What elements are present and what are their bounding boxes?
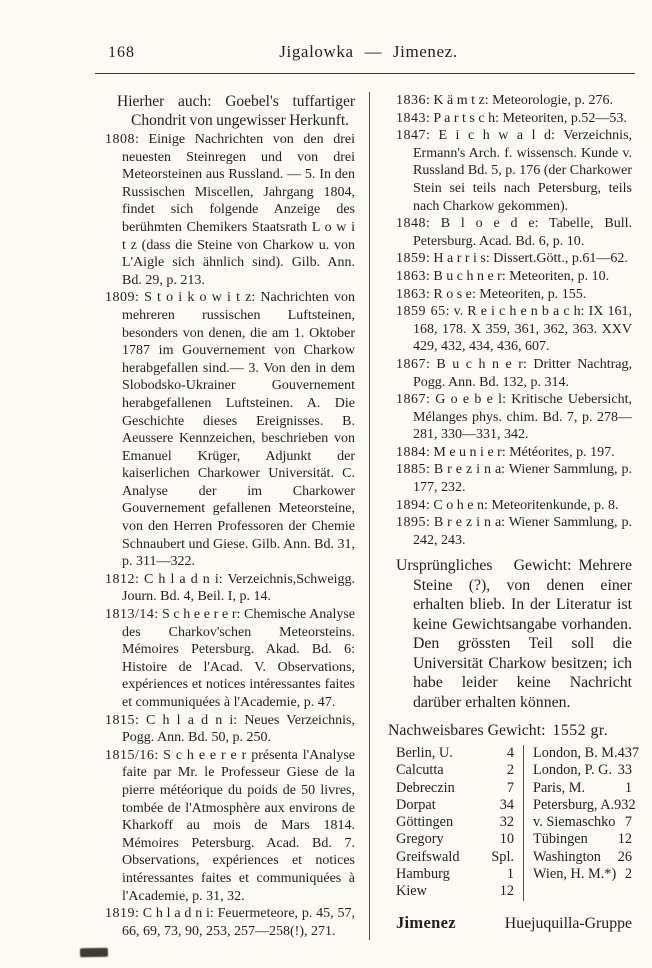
entry-year: 1885 — [396, 462, 426, 478]
place-name: London, P. G. — [533, 762, 613, 779]
entry-separator: : — [426, 128, 439, 144]
entry-separator: : — [426, 497, 434, 513]
entry-separator: : — [426, 216, 441, 232]
right-column — [388, 92, 640, 940]
bibliography-entry-1894 — [396, 497, 632, 515]
place-name: Petersburg, A. — [533, 796, 615, 813]
entry-separator: : — [426, 444, 434, 460]
weight-value: 7 — [506, 779, 514, 796]
weight-value: 4 — [506, 744, 514, 761]
entry-separator: : — [135, 712, 147, 728]
bibliography-entry-1813-14 — [105, 606, 355, 712]
entry-text: G o e b e l: Kritische Uebersicht, Mélanges phys. chim. Bd. 7, p. 278—281, 330—331, 342. — [413, 392, 633, 443]
place-name: Gregory — [396, 831, 444, 848]
weights-table-left — [396, 745, 524, 901]
entry-text: S c h e e r e r présenta l'Analyse faite par Mr. le Professeur Giese de la pierre météorique du poids de 50 livres, tombée de l'Atmosphère aux environs de Kharkoff au mois de Mars 1814. Mémoires Petersburg. Acad. Bd. 7. Observations, expériences et notices intéressantes faites et communiquées à l'Academie, p. 31, 32. — [122, 747, 355, 904]
place-name: London, B. M. — [533, 744, 618, 761]
entry-text: C o h e n: Meteoritenkunde, p. 8. — [433, 497, 619, 513]
place-name: Debreczin — [396, 779, 455, 796]
original-weight-label: Ursprüngliches Gewicht: — [396, 557, 572, 575]
bibliography-entry-1836 — [396, 92, 632, 110]
weight-value: 2 — [624, 866, 632, 883]
column-divider — [369, 92, 370, 940]
entry-separator: : — [426, 110, 434, 126]
bibliography-entry-1867b — [396, 391, 632, 444]
entry-separator: : — [426, 462, 434, 478]
bibliography-entry-1863a — [396, 268, 632, 286]
bibliography-entry-1815-16 — [105, 747, 355, 905]
place-name: v. Siemaschko — [533, 814, 616, 831]
place-name: Hamburg — [396, 866, 450, 883]
weight-value: 26 — [617, 848, 632, 865]
original-weight-paragraph — [396, 556, 632, 712]
place-name: Greifswald — [396, 848, 460, 865]
entry-separator: : — [135, 290, 145, 306]
intro-note: Hierher auch: Goebel's tuffartiger Chondrit von ungewisser Herkunft. — [117, 93, 355, 129]
entry-year: 1812 — [105, 571, 135, 587]
bibliography-entry-1885 — [396, 461, 632, 496]
bibliography-entry-1843 — [396, 110, 632, 128]
header-rule — [95, 73, 635, 74]
bibliography-entry-1812 — [105, 571, 355, 606]
entry-year: 1884 — [396, 444, 426, 460]
weights-table-right — [524, 744, 640, 901]
bibliography-entry-1859 — [396, 250, 632, 268]
entry-year: 1843 — [396, 110, 426, 126]
bibliography-entry-1809 — [105, 289, 355, 571]
weight-value: 12 — [617, 831, 632, 848]
table-row — [396, 780, 514, 797]
weight-value: 12 — [499, 883, 514, 900]
entry-year: 1863 — [396, 286, 426, 302]
entry-text: S c h e e r e r: Chemische Analyse des Charkov'schen Meteorsteins. Mémoires Petersburg. Akad. Bd. 6: Histoire de l'Acad. V. Observations, expériences et notices intéressantes faites et communiquées à l'Academie, p. 47. — [122, 607, 355, 710]
table-row — [396, 745, 514, 762]
place-name: Göttingen — [396, 814, 454, 831]
entry-separator: : — [426, 392, 436, 408]
entry-text: C h l a d n i: Feuermeteore, p. 45, 57, 66, 69, 73, 90, 253, 257—258(!), 271. — [122, 906, 355, 939]
bibliography-entry-1895 — [396, 514, 632, 549]
place-name: Kiew — [396, 883, 427, 900]
weight-value: 10 — [499, 831, 514, 848]
entry-year: 1867 — [396, 392, 426, 408]
weight-value: 1 — [506, 866, 514, 883]
entry-text: C h l a d n i: Verzeichnis,Schweigg. Journ. Bd. 4, Beil. I, p. 14. — [122, 571, 355, 605]
page-body — [105, 92, 640, 940]
weight-value: 33 — [617, 762, 632, 779]
bibliography-entry-1819 — [105, 905, 355, 940]
place-name: Berlin, U. — [396, 744, 453, 761]
entry-separator: : — [135, 906, 143, 922]
entry-separator: : — [135, 571, 144, 587]
entry-text: S t o i k o w i t z: Nachrichten von mehreren russischen Luftsteinen, besonders von denen, die am 1. Oktober 1787 im Gouvernement von Charkow herabgefallen sind.— 3. Von den in dem Slobodsko-Ukrainer Gouvernement herabgefallenen Luftsteinen. A. Die Geschichte dieses Ereignisses. B. Aeussere Kennzeichen, beschrieben von Emanuel Krüger, Adjunkt der kaiserlichen Charkower Universität. C. Analyse der im Charkower Gouvernement gefallenen Meteorsteine, von den Herren Professoren der Chemie Schnaubert und Giese. Gilb. Ann. Bd. 31, p. 311—322. — [122, 290, 356, 570]
table-row — [533, 831, 632, 848]
entry-year: 1815/16 — [105, 747, 155, 763]
entry-year: 1836 — [396, 93, 426, 108]
entry-text: B u c h n e r: Meteoriten, p. 10. — [433, 268, 610, 284]
weight-value: 437 — [617, 744, 640, 761]
place-name: Calcutta — [396, 762, 444, 779]
bibliography-entry-1884 — [396, 444, 632, 462]
weight-value: 2 — [506, 762, 514, 779]
bibliography-entry-1867a — [396, 356, 632, 391]
table-row — [396, 797, 514, 814]
table-row — [533, 866, 632, 883]
entry-text: M e u n i e r: Météorites, p. 197. — [433, 444, 615, 460]
place-name: Wien, H. M.*) — [533, 866, 617, 883]
weights-table — [396, 744, 640, 901]
table-row — [396, 762, 514, 779]
weight-value: 7 — [624, 814, 632, 831]
place-name: Tübingen — [533, 831, 588, 848]
table-row — [533, 796, 636, 814]
verified-weight-value: 1552 gr. — [552, 722, 609, 740]
entry-text: B l o e d e: Tabelle, Bull. Petersburg. Acad. Bd. 6, p. 10. — [413, 216, 633, 249]
entry-year: 1863 — [396, 268, 426, 284]
entry-year: 1895 — [396, 515, 426, 531]
entry-separator: : — [426, 286, 434, 302]
entry-text: E i c h w a l d: Verzeichnis, Ermann's Arch. f. wissensch. Kunde v. Russland Bd. 5, p. 176 (der Charkower Stein sei teils nach Petersburg, teils nach Charkow gekommen). — [413, 128, 633, 214]
entry-text: B r e z i n a: Wiener Sammlung, p. 177, 232. — [413, 462, 632, 496]
weight-value: 32 — [499, 814, 514, 831]
table-row — [533, 744, 640, 762]
weight-value: 34 — [499, 796, 514, 813]
table-row — [396, 814, 514, 831]
entry-separator: : — [154, 607, 162, 623]
table-row — [396, 849, 514, 866]
entry-text: K ä m t z: Meteorologie, p. 276. — [433, 93, 614, 108]
bibliography-entry-1848 — [396, 215, 632, 250]
table-row — [396, 866, 514, 883]
entry-separator: : — [154, 747, 164, 763]
entry-text: P a r t s c h: Meteoriten, p.52—53. — [433, 110, 627, 126]
entry-year: 1819 — [105, 906, 135, 922]
entry-year: 1809 — [105, 290, 135, 306]
table-row — [396, 831, 514, 848]
entry-year: 1847 — [396, 128, 426, 144]
entry-separator: : — [445, 304, 454, 320]
entry-separator: : — [426, 356, 437, 372]
place-name: Paris, M. — [533, 779, 586, 796]
table-row — [533, 762, 632, 779]
page-number: 168 — [108, 44, 135, 61]
entry-text: B u c h n e r: Dritter Nachtrag, Pogg. Ann. Bd. 132, p. 314. — [413, 356, 632, 390]
bibliography-entry-1847 — [396, 127, 632, 215]
table-row — [533, 780, 632, 797]
entry-text: B r e z i n a: Wiener Sammlung, p. 242, 243. — [413, 515, 632, 548]
weight-value: Spl. — [491, 848, 514, 865]
entry-separator: : — [426, 515, 434, 531]
entry-year: 1859 65 — [396, 304, 446, 320]
group-name: Huejuquilla-Gruppe — [504, 914, 632, 932]
meteorite-name: Jimenez — [396, 912, 456, 932]
bibliography-entry-1815 — [105, 712, 355, 747]
entry-separator: : — [426, 251, 434, 267]
left-column — [105, 92, 355, 940]
table-row — [533, 849, 632, 866]
next-entry-heading — [396, 913, 632, 933]
entry-text: Einige Nachrichten von den drei neuesten Steinregen und von drei Meteorsteinen aus Russland. — 5. In den Russischen Miscellen, Jahrgang 1804, findet sich folgende Anzeige des berühmten Chemikers Staatsrath L o w i t z (dass die Steine von Charkow u. von L'Aigle sich ähnlich sind). Gilb. Ann. Bd. 29, p. 213. — [122, 132, 356, 288]
entry-separator: : — [135, 132, 149, 147]
entry-separator: : — [426, 268, 434, 284]
entry-year: 1808 — [105, 132, 135, 147]
weight-value: 932 — [614, 796, 636, 813]
entry-year: 1848 — [396, 216, 426, 232]
bibliography-entry-1808 — [105, 131, 355, 289]
entry-year: 1813/14 — [105, 607, 155, 623]
entry-year: 1894 — [396, 497, 426, 513]
verified-weight-line — [388, 721, 632, 741]
page-title: Jigalowka — Jimenez. — [279, 42, 458, 61]
place-name: Washington — [533, 848, 601, 865]
scan-artifact — [80, 948, 108, 957]
entry-year: 1815 — [105, 712, 135, 728]
entry-year: 1867 — [396, 356, 426, 372]
entry-year: 1859 — [396, 251, 426, 267]
entry-text: C h l a d n i: Neues Verzeichnis, Pogg. Ann. Bd. 50, p. 250. — [122, 712, 355, 746]
entry-text: H a r r i s: Dissert.Gött., p.61—62. — [433, 251, 628, 267]
table-row — [396, 883, 514, 900]
table-row — [533, 814, 632, 831]
entry-text: R o s e: Meteoriten, p. 155. — [433, 286, 587, 302]
entry-separator: : — [426, 93, 434, 108]
entry-text: v. R e i c h e n b a c h: IX 161, 168, 178. X 359, 361, 362, 363. XXV 429, 432, 434, 436, 607. — [413, 304, 632, 355]
place-name: Dorpat — [396, 796, 436, 813]
original-weight-text: Mehrere Steine (?), von denen einer erhalten blieb. In der Literatur ist keine Gewichtsangabe vorhanden. Den grössten Teil soll die Universität Charkow besitzen; ich habe leider keine Nachricht darüber erhalten können. — [413, 557, 632, 711]
bibliography-entry-1859-65 — [396, 303, 632, 356]
weight-value: 1 — [624, 779, 632, 796]
verified-weight-label: Nachweisbares Gewicht: — [388, 722, 546, 740]
bibliography-entry-1863b — [396, 286, 632, 304]
